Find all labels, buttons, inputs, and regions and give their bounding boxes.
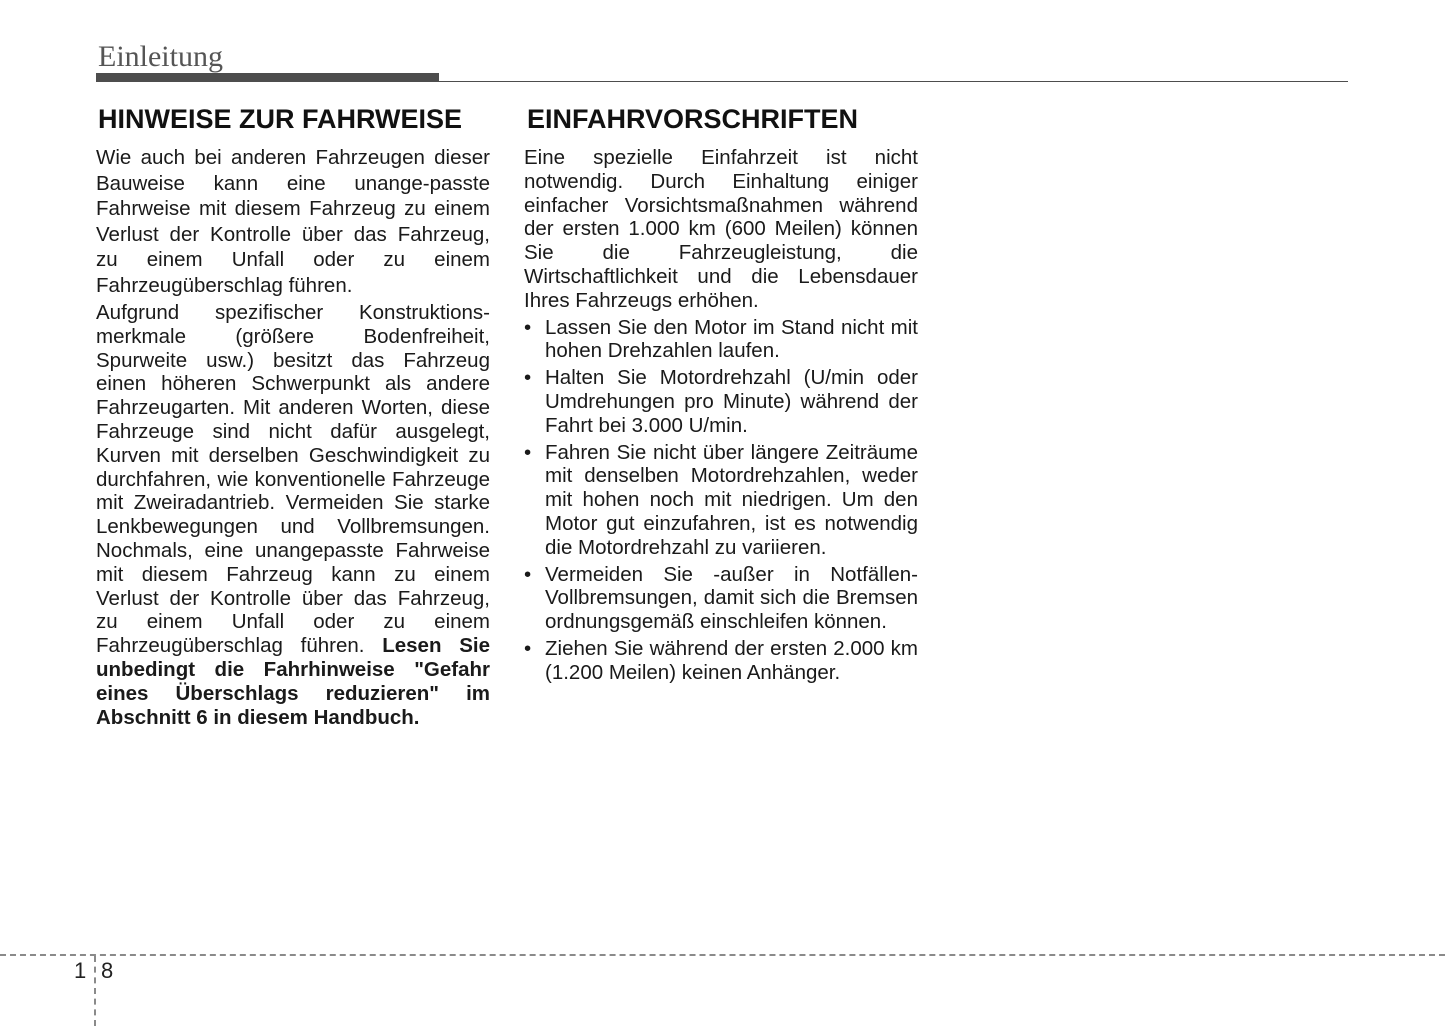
page-number: 8: [101, 958, 114, 983]
bullet-icon: •: [524, 315, 532, 339]
rollover-reference-note: Lesen Sie unbedingt die Fahrhinweise "Gefahr eines Überschlags reduzieren" im Abschnitt 6 in diesem Handbuch.: [96, 634, 490, 729]
list-item: • Fahren Sie nicht über längere Zeiträume mit denselben Motordrehzahlen, weder mit hohen noch mit niedrigen. Um den Motor gut einzufahren, ist es notwendig die Motordrehzahl zu variieren.: [524, 440, 918, 559]
bullet-icon: •: [524, 366, 532, 390]
break-in-list: [524, 316, 918, 685]
chapter-title: Einleitung: [98, 40, 223, 73]
footer-divider: [0, 954, 1445, 956]
list-item: • Lassen Sie den Motor im Stand nicht mit hohen Drehzahlen laufen.: [524, 315, 918, 363]
list-item: • Halten Sie Motordrehzahl (U/min oder Umdrehungen pro Minute) während der Fahrt bei 3.000 U/min.: [524, 366, 918, 437]
chapter-number: 1: [74, 958, 87, 983]
bullet-icon: •: [524, 440, 532, 464]
section-heading-break-in: EINFAHRVORSCHRIFTEN: [527, 104, 859, 134]
left-column: [96, 145, 490, 732]
driving-tips-paragraph-2: [96, 301, 490, 729]
bullet-icon: •: [524, 562, 532, 586]
break-in-intro: Eine spezielle Einfahrzeit ist nicht notwendig. Durch Einhaltung einiger einfacher Vorsichtsmaßnahmen während der ersten 1.000 km (600 Meilen) können Sie die Fahrzeugleistung, die Wirtschaftlichkeit und die Lebensdauer Ihres Fahrzeugs erhöhen.: [524, 146, 918, 312]
driving-tips-paragraph-2-text: Aufgrund spezifischer Konstruktions-merkmale (größere Bodenfreiheit, Spurweite usw.) besitzt das Fahrzeug einen höheren Schwerpunkt als andere Fahrzeugarten. Mit anderen Worten, diese Fahrzeuge sind nicht dafür ausgelegt, Kurven mit derselben Geschwindigkeit zu durchfahren, wie konventionelle Fahrzeuge mit Zweiradantrieb. Vermeiden Sie starke Lenkbewegungen und Vollbremsungen. Nochmals, eine unangepasste Fahrweise mit diesem Fahrzeug kann zu einem Verlust der Kontrolle über das Fahrzeug, zu einem Unfall oder zu einem Fahrzeugüberschlag führen.: [96, 301, 490, 658]
list-item: • Vermeiden Sie -außer in Notfällen- Vollbremsungen, damit sich die Bremsen ordnungsgemäß einschleifen können.: [524, 562, 918, 634]
list-item: • Ziehen Sie während der ersten 2.000 km (1.200 Meilen) keinen Anhänger.: [524, 636, 918, 684]
right-column: [524, 146, 918, 688]
bullet-icon: •: [524, 636, 532, 660]
footer-page-divider: [94, 956, 96, 1026]
header-rule-thin: [96, 81, 1348, 82]
section-heading-driving-tips: HINWEISE ZUR FAHRWEISE: [98, 104, 463, 134]
driving-tips-paragraph-1: Wie auch bei anderen Fahrzeugen dieser Bauweise kann eine unange-passte Fahrweise mit diesem Fahrzeug zu einem Verlust der Kontrolle über das Fahrzeug, zu einem Unfall oder zu einem Fahrzeugüberschlag führen.: [96, 146, 490, 297]
